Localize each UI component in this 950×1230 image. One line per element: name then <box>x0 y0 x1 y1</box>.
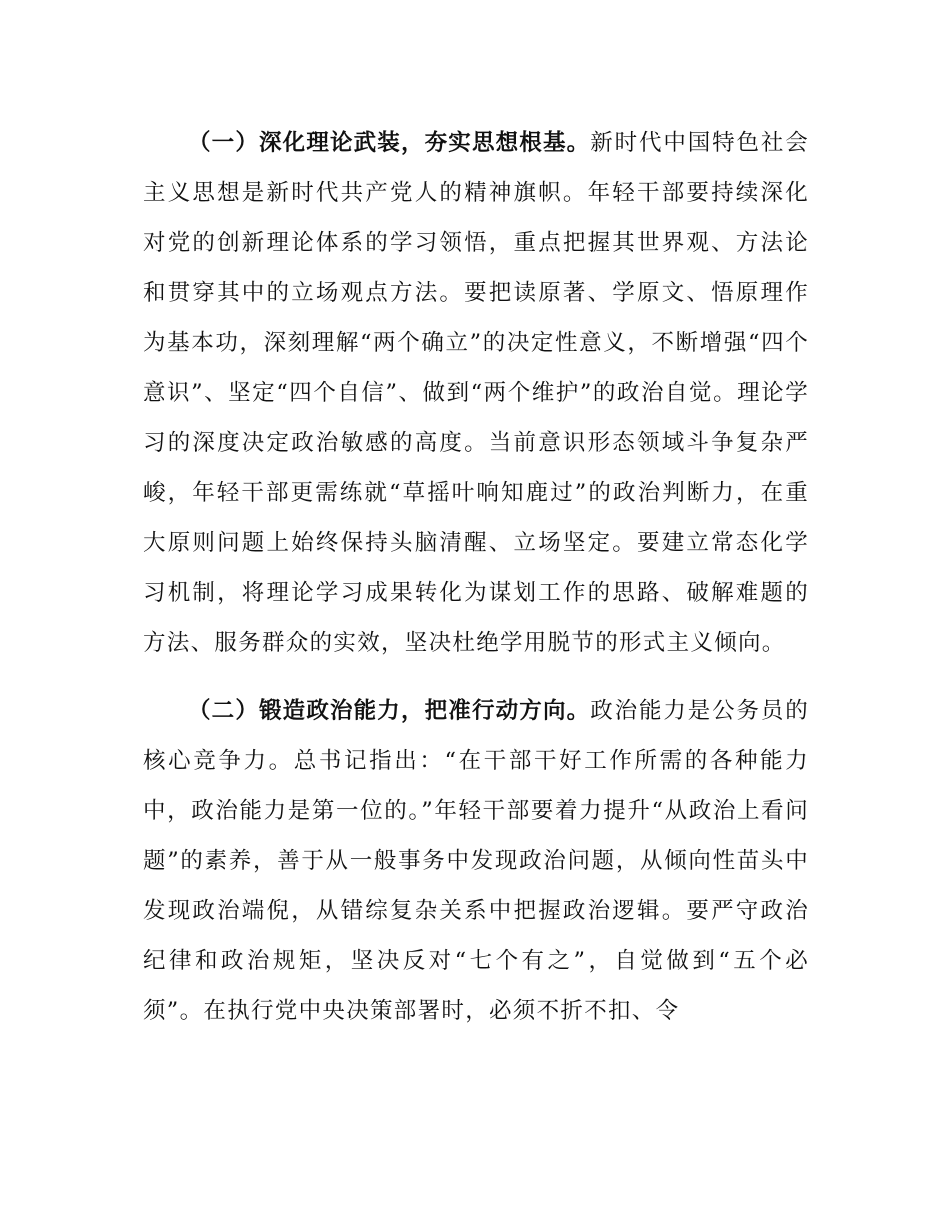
paragraph-1-heading: （一）深化理论武装，夯实思想根基。 <box>188 130 591 156</box>
document-body <box>143 118 809 1036</box>
paragraph-2 <box>143 686 809 1036</box>
paragraph-2-body: 政治能力是公务员的核心竞争力。总书记指出：“在干部干好工作所需的各种能力中，政治能力是第一位的。”年轻干部要着力提升“从政治上看问题”的素养，善于从一般事务中发现政治问题，从倾向性苗头中发现政治端倪，从错综复杂关系中把握政治逻辑。要严守政治纪律和政治规矩，坚决反对“七个有之”，自觉做到“五个必须”。在执行党中央决策部署时，必须不折不扣、令 <box>143 698 810 1024</box>
paragraph-2-heading: （二）锻造政治能力，把准行动方向。 <box>188 698 591 724</box>
paragraph-1 <box>143 118 809 668</box>
paragraph-1-body: 新时代中国特色社会主义思想是新时代共产党人的精神旗帜。年轻干部要持续深化对党的创新理论体系的学习领悟，重点把握其世界观、方法论和贯穿其中的立场观点方法。要把读原著、学原文、悟原理作为基本功，深刻理解“两个确立”的决定性意义，不断增强“四个意识”、坚定“四个自信”、做到“两个维护”的政治自觉。理论学习的深度决定政治敏感的高度。当前意识形态领域斗争复杂严峻，年轻干部更需练就“草摇叶响知鹿过”的政治判断力，在重大原则问题上始终保持头脑清醒、立场坚定。要建立常态化学习机制，将理论学习成果转化为谋划工作的思路、破解难题的方法、服务群众的实效，坚决杜绝学用脱节的形式主义倾向。 <box>143 130 810 656</box>
